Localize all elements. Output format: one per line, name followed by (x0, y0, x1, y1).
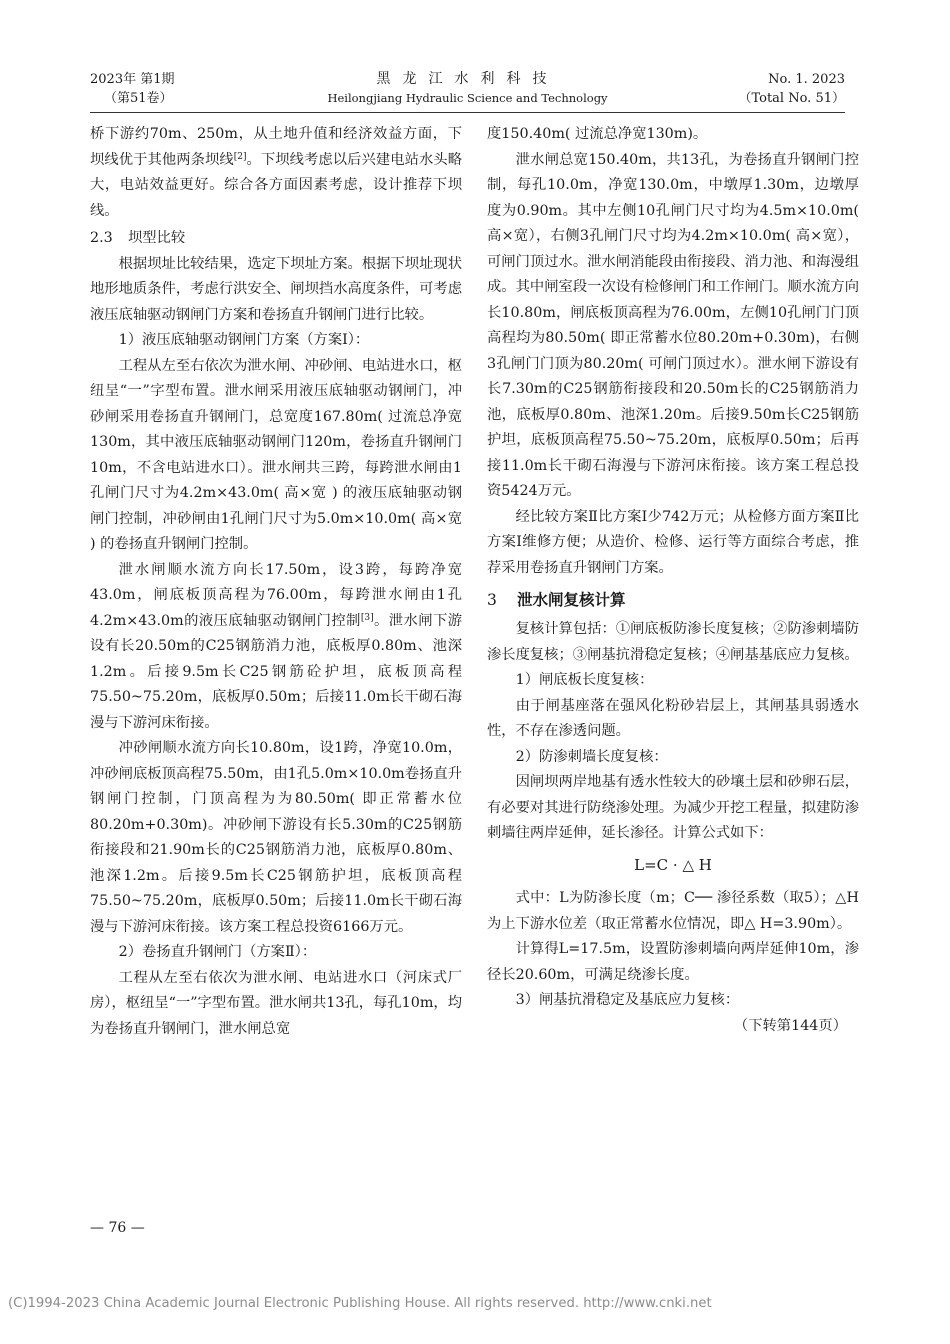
paragraph (90, 122, 462, 224)
right-column (487, 122, 859, 1039)
section-number: 2.3 (90, 230, 113, 246)
paragraph: 冲砂闸顺水流方向长10.80m，设1跨，净宽10.0m，冲砂闸底板顶高程75.50m，由1孔5.0m×10.0m卷扬直升钢闸门控制，门顶高程为为80.50m( 即正常蓄水位80.20m+0.30m)。冲砂闸下游设有长5.30m的C25钢筋衔接段和21.90m长的C25钢筋消力池，底板厚0.80m、池深1.2m。后接9.5m长C25钢筋护坦，底板顶高程75.50~75.20m，底板厚0.50m；后接11.0m长干砌石海漫与下游河床衔接。该方案工程总投资6166万元。 (90, 740, 462, 935)
copyright-notice: (C)1994-2023 China Academic Journal Electronic Publishing House. All rights reserved. http://www.cnki.net (8, 1296, 712, 1311)
paragraph: 复核计算包括：①闸底板防渗长度复核；②防渗刺墙防渗长度复核；③闸基抗滑稳定复核；④闸基基底应力复核。 (487, 621, 859, 663)
header-volume: （第51卷） (104, 91, 173, 106)
page-number: — 76 — (90, 1220, 145, 1236)
paragraph: 泄水闸总宽150.40m，共13孔，为卷扬直升钢闸门控制，每孔10.0m，净宽130.0m，中墩厚1.30m，边墩厚度为0.90m。其中左侧10孔闸门尺寸均为4.5m×10.0m( 高×宽），右侧3孔闸门尺寸均为4.2m×10.0m( 高×宽），可闸门顶过水。泄水闸消能段由衔接段、消力池、和海漫组成。其中闸室段一次设有检修闸门和工作闸门。顺水流方向长10.80m，闸底板顶高程为76.00m，左侧10孔闸门门顶高程均为80.50m( 即正常蓄水位80.20m+0.30m)，右侧3孔闸门门顶为80.20m( 可闸门顶过水）。泄水闸下游设有长7.30m的C25钢筋衔接段和20.50m长的C25钢筋消力池，底板厚0.80m、池深1.20m。后接9.50m长C25钢筋护坦，底板顶高程75.50~75.20m，底板厚0.50m；后再接11.0m长干砌石海漫与下游河床衔接。该方案工程总投资5424万元。 (487, 151, 859, 499)
formula: L=C · △ H (634, 855, 712, 874)
section-number: 3 (487, 591, 497, 609)
paragraph-text: 。下坝线考虑以后兴建电站水头略大，电站效益更好。综合各方面因素考虑，设计推荐下坝线。 (90, 151, 463, 219)
subheading: 1）液压底轴驱动钢闸门方案（方案Ⅰ）： (118, 332, 370, 348)
header-rule (90, 112, 845, 113)
paragraph: 因闸坝两岸地基有透水性较大的砂壤土层和砂卵石层，有必要对其进行防绕渗处理。为减少开挖工程量，拟建防渗刺墙往两岸延伸，延长渗径。计算公式如下： (487, 774, 859, 841)
paragraph: 经比较方案Ⅱ比方案Ⅰ少742万元；从检修方面方案Ⅱ比方案Ⅰ维修方便；从造价、检修、运行等方面综合考虑，推荐采用卷扬直升钢闸门方案。 (487, 508, 859, 576)
subheading: 3）闸基抗滑稳定及基底应力复核： (515, 992, 740, 1008)
header-journal-title (90, 70, 845, 108)
header-issue: 2023年 第1期 (90, 72, 175, 87)
paragraph-text: 泄水闸顺水流方向长17.50m，设3跨，每跨净宽43.0m，闸底板顶高程为76.00m，每跨泄水闸由1孔4.2m×43.0m的液压底轴驱动钢闸门控制 (90, 561, 462, 629)
header-number: No. 1. 2023 (768, 72, 845, 87)
section-title: 泄水闸复核计算 (517, 591, 626, 609)
paragraph-text: 桥下游约70m、250m，从土地升值和经济效益方面，下坝线优于其他两条坝线 (90, 126, 462, 168)
running-header (90, 70, 845, 110)
left-column (90, 122, 462, 1042)
paragraph (90, 558, 462, 737)
header-total-number: （Total No. 51） (738, 91, 845, 106)
citation: [2] (233, 151, 247, 162)
paragraph: 度150.40m( 过流总净宽130m)。 (487, 126, 708, 142)
journal-title-cn: 黑龙江水利科技 (376, 71, 559, 87)
paragraph: 计算得L=17.5m，设置防渗刺墙向两岸延伸10m，渗径长20.60m，可满足绕渗长度。 (487, 941, 859, 983)
header-number-info (738, 70, 845, 108)
paragraph: 由于闸基座落在强风化粉砂岩层上，其闸基具弱透水性，不存在渗透问题。 (487, 697, 859, 739)
subheading: 2）防渗刺墙长度复核： (515, 748, 668, 765)
section-heading-2-3 (90, 226, 462, 252)
continued-note: （下转第144页） (733, 1017, 847, 1034)
section-heading-3 (487, 587, 859, 613)
paragraph: 式中：L为防渗长度（m；C── 渗径系数（取5）；△H为上下游水位差（取正常蓄水位情况，即△ H=3.90m）。 (487, 890, 859, 932)
paragraph: 工程从左至右依次为泄水闸、电站进水口（河床式厂房），枢纽呈“一”字型布置。泄水闸共13孔，每孔10m，均为卷扬直升钢闸门，泄水闸总宽 (90, 969, 462, 1037)
citation: [3] (360, 612, 374, 623)
paragraph-text: 。泄水闸下游设有长20.50m的C25钢筋消力池，底板厚0.80m、池深1.2m。后接9.5m长C25钢筋砼护坦，底板顶高程75.50~75.20m，底板厚0.50m；后接11.0m长干砌石海漫与下游河床衔接。 (90, 612, 462, 731)
section-title: 坝型比较 (128, 230, 186, 246)
paragraph: 工程从左至右依次为泄水闸、冲砂闸、电站进水口，枢纽呈“一”字型布置。泄水闸采用液压底轴驱动钢闸门，冲砂闸采用卷扬直升钢闸门，总宽度167.80m( 过流总净宽130m，其中液压底轴驱动钢闸门120m，卷扬直升钢闸门10m，不含电站进水口）。泄水闸共三跨，每跨泄水闸由1孔闸门尺寸为4.2m×43.0m( 高×宽 ) 的液压底轴驱动钢闸门控制，冲砂闸由1孔闸门尺寸为5.0m×10.0m( 高×宽 ) 的卷扬直升钢闸门控制。 (90, 357, 462, 552)
paragraph: 根据坝址比较结果，选定下坝址方案。根据下坝址现状地形地质条件，考虑行洪安全、闸坝挡水高度条件，可考虑液压底轴驱动钢闸门方案和卷扬直升钢闸门进行比较。 (90, 255, 462, 323)
subheading: 2）卷扬直升钢闸门（方案Ⅱ）： (118, 944, 317, 960)
subheading: 1）闸底板长度复核： (515, 672, 654, 688)
journal-title-en: Heilongjiang Hydraulic Science and Technology (327, 91, 608, 105)
